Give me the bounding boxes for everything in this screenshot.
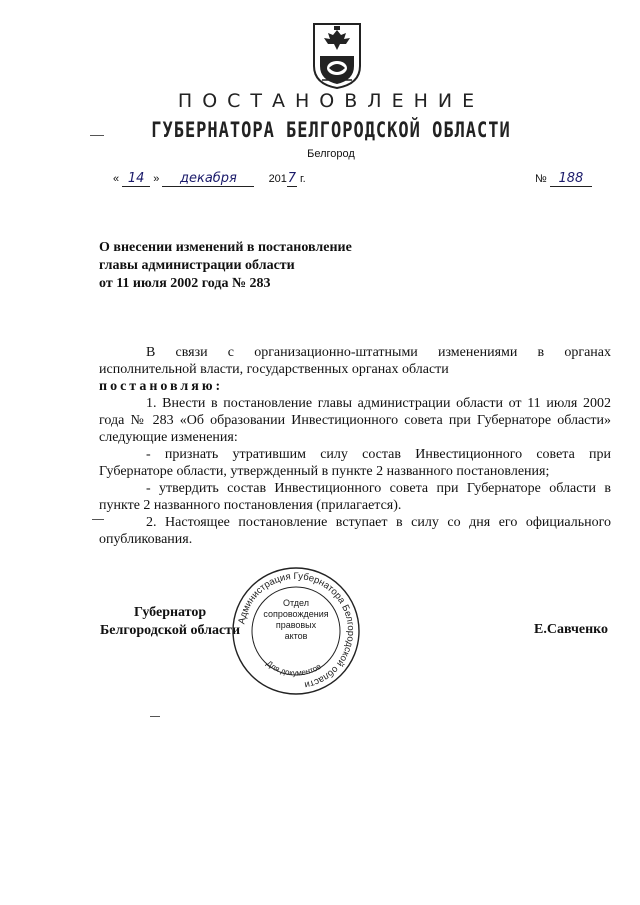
stamp-center-line: актов xyxy=(284,631,308,641)
coat-of-arms-icon xyxy=(312,22,362,90)
document-type-title: ПОСТАНОВЛЕНИЕ xyxy=(177,90,485,112)
decree-word: постановляю: xyxy=(99,379,224,394)
scan-mark xyxy=(90,135,104,136)
signatory-position xyxy=(100,604,240,640)
date-close-quote: » xyxy=(153,173,160,185)
document-number xyxy=(535,171,592,187)
subject-line: от 11 июля 2002 года № 283 xyxy=(99,276,271,291)
paragraph-1-item-b: - утвердить состав Инвестиционного совета при Губернаторе области в пункте 2 названного постановления (прилагается). xyxy=(99,481,611,513)
date-year-prefix: 201 xyxy=(268,173,287,185)
scan-mark xyxy=(150,716,160,717)
document-body xyxy=(99,344,611,548)
subject-line: главы администрации области xyxy=(99,258,295,273)
signatory-name: Е.Савченко xyxy=(534,622,609,637)
date-month: декабря xyxy=(162,171,254,187)
paragraph-1-item-a: - признать утратившим силу состав Инвестиционного совета при Губернаторе области, утвержденный в пункте 2 названного постановления; xyxy=(99,447,611,479)
stamp-center-text xyxy=(249,598,343,642)
date-day: 14 xyxy=(122,171,150,187)
document-date xyxy=(113,171,306,187)
position-line: Белгородской области xyxy=(100,623,241,638)
date-year-suffix: г. xyxy=(299,173,306,185)
date-open-quote: « xyxy=(113,173,120,185)
paragraph-2: 2. Настоящее постановление вступает в силу со дня его официального опубликования. xyxy=(99,515,611,547)
stamp-bottom-text: Для документов xyxy=(264,658,323,678)
document-subject xyxy=(99,239,352,293)
city-label: Белгород xyxy=(307,148,355,160)
number-value: 188 xyxy=(550,171,592,187)
subject-line: О внесении изменений в постановление xyxy=(99,240,352,255)
number-label: № xyxy=(535,173,547,185)
intro-paragraph: В связи с организационно-штатными изменениями в органах исполнительной власти, государственных органах области xyxy=(99,345,611,377)
paragraph-1: 1. Внести в постановление главы администрации области от 11 июля 2002 года № 283 «Об образовании Инвестиционного совета при Губернаторе области» следующие изменения: xyxy=(99,396,611,445)
date-year-digit: 7 xyxy=(287,171,297,186)
stamp-ring-text: Администрация Губернатора Белгородской области xyxy=(236,570,357,691)
stamp-center-line: Отдел xyxy=(282,598,310,608)
issuer-title: ГУБЕРНАТОРА БЕЛГОРОДСКОЙ ОБЛАСТИ xyxy=(151,118,511,143)
stamp-center-line: сопровождения xyxy=(263,609,329,619)
scan-mark xyxy=(92,519,104,520)
position-line: Губернатор xyxy=(133,605,207,620)
stamp-center-line: правовых xyxy=(275,620,317,630)
